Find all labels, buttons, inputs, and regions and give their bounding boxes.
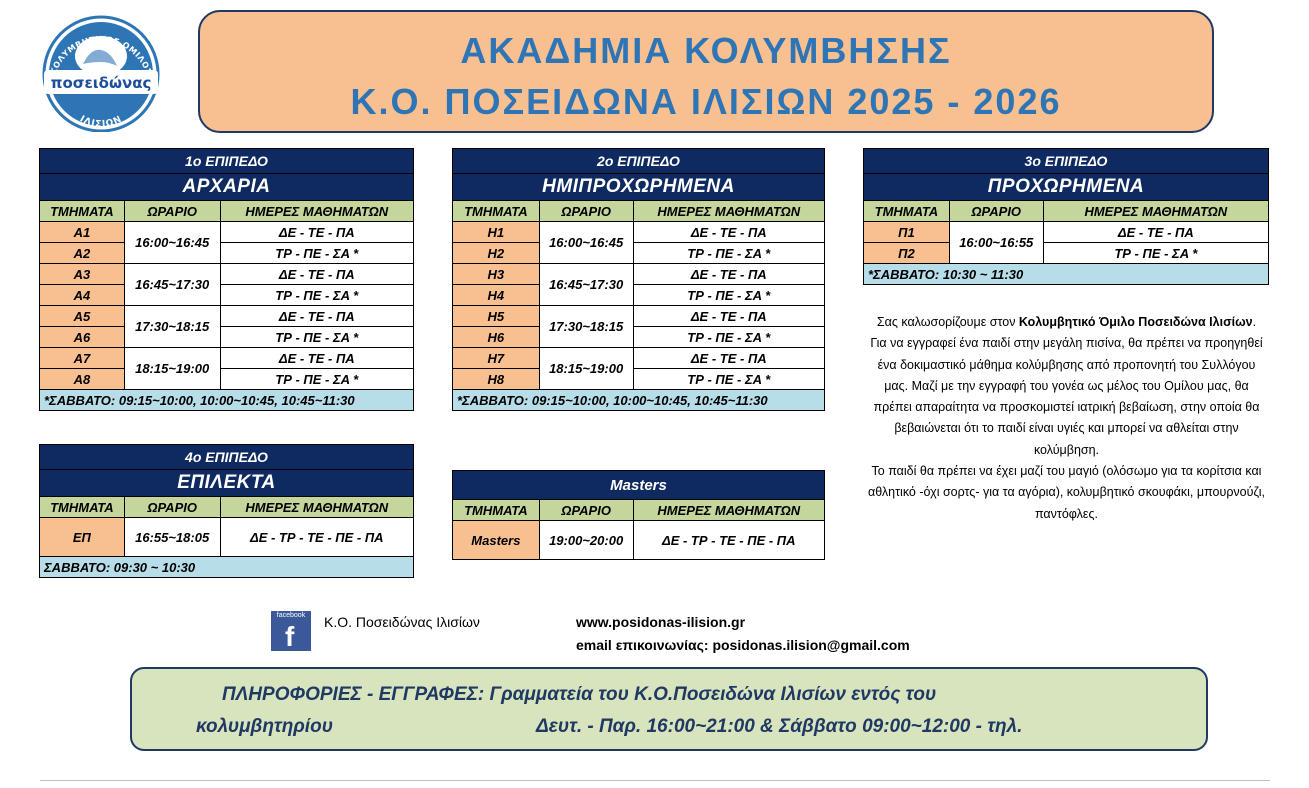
time-cell: 16:55~18:05 bbox=[124, 518, 220, 557]
registration-line-2a: κολυμβητηρίου bbox=[196, 716, 333, 737]
class-cell: Η1 bbox=[453, 222, 540, 243]
class-cell: Α3 bbox=[40, 264, 125, 285]
registration-info-box bbox=[130, 667, 1208, 751]
col-groups: ΤΜΗΜΑΤΑ bbox=[40, 497, 125, 518]
days-cell: ΔΕ - ΤΕ - ΠΑ bbox=[220, 222, 413, 243]
level3-name: ΠΡΟΧΩΡΗΜΕΝΑ bbox=[864, 174, 1269, 201]
level4-level: 4ο ΕΠΙΠΕΔΟ bbox=[40, 445, 414, 470]
logo-name: ποσειδώνας bbox=[50, 74, 152, 92]
level2-table bbox=[452, 148, 825, 411]
col-days: ΗΜΕΡΕΣ ΜΑΘΗΜΑΤΩΝ bbox=[220, 201, 413, 222]
col-groups: ΤΜΗΜΑΤΑ bbox=[40, 201, 125, 222]
level3-table bbox=[863, 148, 1269, 285]
welcome-intro: Σας καλωσορίζουμε στον bbox=[876, 315, 1019, 329]
time-cell: 16:00~16:45 bbox=[539, 222, 633, 264]
days-cell: ΤΡ - ΠΕ - ΣΑ * bbox=[220, 243, 413, 264]
col-days: ΗΜΕΡΕΣ ΜΑΘΗΜΑΤΩΝ bbox=[633, 500, 824, 521]
time-cell: 18:15~19:00 bbox=[539, 348, 633, 390]
level1-name: ΑΡΧΑΡΙΑ bbox=[40, 174, 414, 201]
time-cell: 17:30~18:15 bbox=[539, 306, 633, 348]
welcome-text: Σας καλωσορίζουμε στον Κολυμβητικό Όμιλο Ποσειδώνα Ιλισίων. Για να εγγραφεί ένα παιδί στην μεγάλη πισίνα, θα πρέπει να προηγηθεί ένα δοκιμαστικό μάθημα κολύμβησης από προπονητή του Συλλόγου μας. Μαζί με την εγγραφή του γονέα ως μέλος του Ομίλου μας, θα πρέπει απαραίτητα να προσκομιστεί ιατρική βεβαίωση, στην οποία θα βεβαιώνεται ότι το παιδί είναι υγιές και μπορεί να αθλείται στην κολύμβηση. Το παιδί θα πρέπει να έχει μαζί του μαγιό (ολόσωμο για τα κορίτσια και αθλητικό -όχι σορτς- για τα αγόρια), κολυμβητικό σκουφάκι, μπουρνούζι, παντόφλες. bbox=[867, 315, 1266, 521]
col-time: ΩΡΑΡΙΟ bbox=[539, 500, 633, 521]
bottom-divider bbox=[40, 780, 1270, 781]
class-cell: Η2 bbox=[453, 243, 540, 264]
class-cell: Α7 bbox=[40, 348, 125, 369]
days-cell: ΔΕ - ΤΕ - ΠΑ bbox=[633, 306, 824, 327]
level3-saturday-note: *ΣΑΒΒΑΤΟ: 10:30 ~ 11:30 bbox=[864, 264, 1269, 285]
class-cell: Π1 bbox=[864, 222, 950, 243]
facebook-page-name[interactable]: Κ.Ο. Ποσειδώνας Ιλισίων bbox=[324, 614, 480, 630]
days-cell: ΔΕ - ΤΕ - ΠΑ bbox=[633, 348, 824, 369]
level4-table bbox=[39, 444, 414, 578]
days-cell: ΔΕ - ΤΡ - ΤΕ - ΠΕ - ΠΑ bbox=[633, 521, 824, 560]
class-cell: Η8 bbox=[453, 369, 540, 390]
class-cell: Α8 bbox=[40, 369, 125, 390]
class-cell: Α2 bbox=[40, 243, 125, 264]
level4-saturday-note: ΣΑΒΒΑΤΟ: 09:30 ~ 10:30 bbox=[40, 557, 414, 578]
website-link[interactable]: www.posidonas-ilision.gr bbox=[576, 614, 746, 630]
level2-name: ΗΜΙΠΡΟΧΩΡΗΜΕΝΑ bbox=[453, 174, 825, 201]
level1-table bbox=[39, 148, 414, 411]
title-banner bbox=[198, 10, 1214, 133]
facebook-f-glyph: f bbox=[285, 621, 295, 652]
col-time: ΩΡΑΡΙΟ bbox=[124, 497, 220, 518]
days-cell: ΔΕ - ΤΕ - ΠΑ bbox=[1043, 222, 1268, 243]
class-cell: Η6 bbox=[453, 327, 540, 348]
time-cell: 19:00~20:00 bbox=[539, 521, 633, 560]
class-cell: Η3 bbox=[453, 264, 540, 285]
masters-table bbox=[452, 470, 825, 560]
days-cell: ΤΡ - ΠΕ - ΣΑ * bbox=[633, 369, 824, 390]
class-cell: Α6 bbox=[40, 327, 125, 348]
class-cell: Η4 bbox=[453, 285, 540, 306]
welcome-para2: Το παιδί θα πρέπει να έχει μαζί του μαγιό (ολόσωμο για τα κορίτσια και αθλητικό -όχι σορτς- για τα αγόρια), κολυμβητικό σκουφάκι, μπουρνούζι, παντόφλες. bbox=[867, 464, 1266, 521]
level1-level: 1ο ΕΠΙΠΕΔΟ bbox=[40, 149, 414, 174]
class-cell: ΕΠ bbox=[40, 518, 125, 557]
title-line-1: ΑΚΑΔΗΜΙΑ ΚΟΛΥΜΒΗΣΗΣ bbox=[460, 30, 952, 71]
class-cell: Α4 bbox=[40, 285, 125, 306]
logo-top-text: ΚΟΛΥΜΒΗΤΙΚΟΣ ΟΜΙΛΟΣ bbox=[48, 34, 154, 76]
days-cell: ΔΕ - ΤΕ - ΠΑ bbox=[220, 348, 413, 369]
class-cell: Η7 bbox=[453, 348, 540, 369]
masters-name: Masters bbox=[453, 471, 825, 500]
days-cell: ΔΕ - ΤΕ - ΠΑ bbox=[633, 264, 824, 285]
class-cell: Α5 bbox=[40, 306, 125, 327]
days-cell: ΤΡ - ΠΕ - ΣΑ * bbox=[633, 327, 824, 348]
welcome-club: Κολυμβητικό Όμιλο Ποσειδώνα Ιλισίων bbox=[1018, 315, 1253, 329]
col-time: ΩΡΑΡΙΟ bbox=[539, 201, 633, 222]
col-time: ΩΡΑΡΙΟ bbox=[949, 201, 1043, 222]
facebook-label: facebook bbox=[276, 612, 306, 619]
time-cell: 16:45~17:30 bbox=[124, 264, 220, 306]
days-cell: ΔΕ - ΤΕ - ΠΑ bbox=[220, 306, 413, 327]
class-cell: Α1 bbox=[40, 222, 125, 243]
col-groups: ΤΜΗΜΑΤΑ bbox=[453, 500, 540, 521]
club-logo bbox=[36, 14, 166, 132]
time-cell: 16:00~16:55 bbox=[949, 222, 1043, 264]
level1-saturday-note: *ΣΑΒΒΑΤΟ: 09:15~10:00, 10:00~10:45, 10:45~11:30 bbox=[40, 390, 414, 411]
col-groups: ΤΜΗΜΑΤΑ bbox=[453, 201, 540, 222]
col-groups: ΤΜΗΜΑΤΑ bbox=[864, 201, 950, 222]
level4-name: ΕΠΙΛΕΚΤΑ bbox=[40, 470, 414, 497]
col-days: ΗΜΕΡΕΣ ΜΑΘΗΜΑΤΩΝ bbox=[220, 497, 413, 518]
facebook-icon[interactable] bbox=[271, 611, 311, 651]
level3-level: 3ο ΕΠΙΠΕΔΟ bbox=[864, 149, 1269, 174]
welcome-para1: Για να εγγραφεί ένα παιδί στην μεγάλη πισίνα, θα πρέπει να προηγηθεί ένα δοκιμαστικό μάθημα κολύμβησης από προπονητή του Συλλόγου μας. Μαζί με την εγγραφή του γονέα ως μέλος του Ομίλου μας, θα πρέπει απαραίτητα να προσκομιστεί ιατρική βεβαίωση, στην οποία θα βεβαιώνεται ότι το παιδί είναι υγιές και μπορεί να αθλείται στην κολύμβηση. bbox=[870, 336, 1263, 457]
registration-line-2b: Δευτ. - Παρ. 16:00~21:00 & Σάββατο 09:00~12:00 - τηλ. bbox=[536, 716, 1023, 737]
col-days: ΗΜΕΡΕΣ ΜΑΘΗΜΑΤΩΝ bbox=[1043, 201, 1268, 222]
email-contact[interactable]: email επικοινωνίας: posidonas.ilision@gmail.com bbox=[576, 637, 910, 653]
days-cell: ΤΡ - ΠΕ - ΣΑ * bbox=[220, 285, 413, 306]
level2-saturday-note: *ΣΑΒΒΑΤΟ: 09:15~10:00, 10:00~10:45, 10:45~11:30 bbox=[453, 390, 825, 411]
class-cell: Masters bbox=[453, 521, 540, 560]
time-cell: 16:00~16:45 bbox=[124, 222, 220, 264]
col-days: ΗΜΕΡΕΣ ΜΑΘΗΜΑΤΩΝ bbox=[633, 201, 824, 222]
title-line-2: Κ.Ο. ΠΟΣΕΙΔΩΝΑ ΙΛΙΣΙΩΝ 2025 - 2026 bbox=[350, 81, 1062, 122]
registration-line-1: ΠΛΗΡΟΦΟΡΙΕΣ - ΕΓΓΡΑΦΕΣ: Γραμματεία του Κ.Ο.Ποσειδώνα Ιλισίων εντός του bbox=[222, 684, 937, 705]
days-cell: ΔΕ - ΤΡ - ΤΕ - ΠΕ - ΠΑ bbox=[220, 518, 413, 557]
class-cell: Η5 bbox=[453, 306, 540, 327]
days-cell: ΤΡ - ΠΕ - ΣΑ * bbox=[220, 327, 413, 348]
time-cell: 17:30~18:15 bbox=[124, 306, 220, 348]
days-cell: ΤΡ - ΠΕ - ΣΑ * bbox=[633, 285, 824, 306]
time-cell: 18:15~19:00 bbox=[124, 348, 220, 390]
days-cell: ΤΡ - ΠΕ - ΣΑ * bbox=[1043, 243, 1268, 264]
time-cell: 16:45~17:30 bbox=[539, 264, 633, 306]
class-cell: Π2 bbox=[864, 243, 950, 264]
days-cell: ΔΕ - ΤΕ - ΠΑ bbox=[633, 222, 824, 243]
level2-level: 2ο ΕΠΙΠΕΔΟ bbox=[453, 149, 825, 174]
days-cell: ΤΡ - ΠΕ - ΣΑ * bbox=[633, 243, 824, 264]
days-cell: ΤΡ - ΠΕ - ΣΑ * bbox=[220, 369, 413, 390]
col-time: ΩΡΑΡΙΟ bbox=[124, 201, 220, 222]
days-cell: ΔΕ - ΤΕ - ΠΑ bbox=[220, 264, 413, 285]
logo-bottom-text: ΙΛΙΣΙΩΝ bbox=[77, 114, 124, 130]
